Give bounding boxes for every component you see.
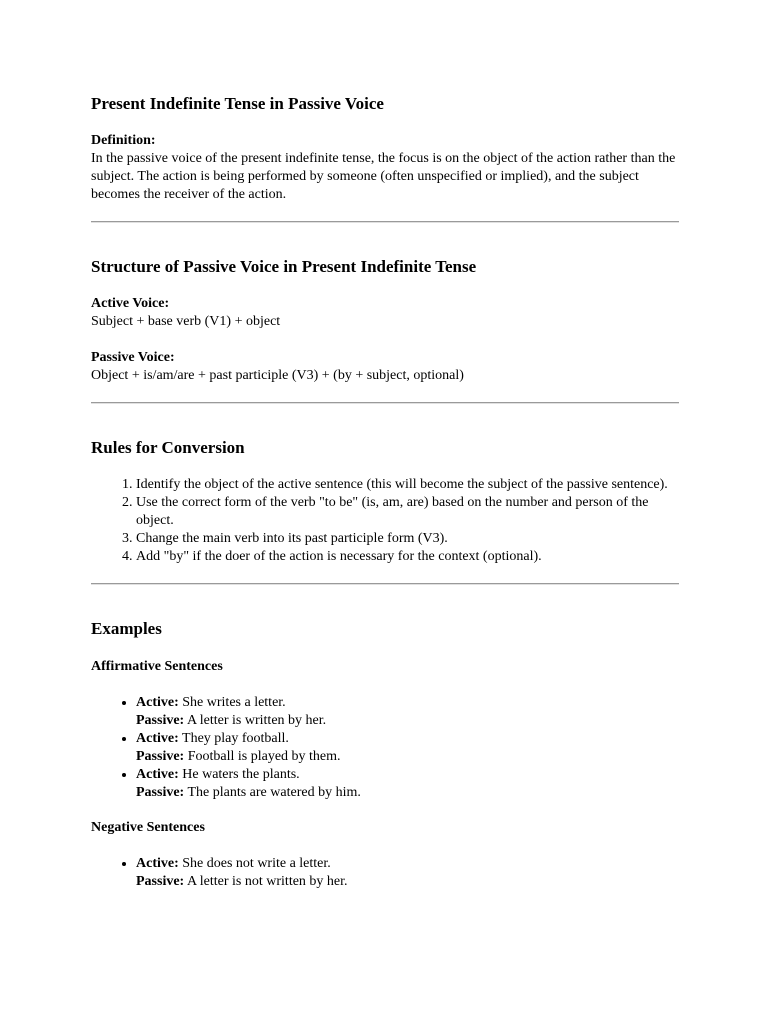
active-label: Active: [136,856,179,871]
active-sentence: He waters the plants. [178,767,300,782]
affirmative-list [91,694,679,802]
definition-text: In the passive voice of the present indefinite tense, the focus is on the object of the action rather than the subject. The action is being performed by someone (often unspecified or implied), and the subject becomes the receiver of the action. [91,151,676,202]
active-voice-label: Active Voice: [91,296,170,311]
document-content [91,94,679,891]
passive-label: Passive: [136,713,185,728]
affirmative-heading: Affirmative Sentences [91,659,223,674]
active-sentence: She does not write a letter. [178,856,331,871]
divider [91,583,679,585]
active-voice-block [91,295,679,331]
list-item: 1. Identify the object of the active sentence (this will become the subject of the passive sentence). [136,476,679,494]
active-label: Active: [136,695,179,710]
list-item [136,730,679,766]
passive-sentence: A letter is not written by her. [184,874,348,889]
passive-sentence: Football is played by them. [184,749,341,764]
active-label: Active: [136,767,179,782]
examples-heading: Examples [91,619,162,638]
definition-section [91,132,679,204]
page-title: Present Indefinite Tense in Passive Voice [91,94,384,113]
active-sentence: She writes a letter. [178,695,286,710]
structure-heading: Structure of Passive Voice in Present Indefinite Tense [91,257,477,276]
active-sentence: They play football. [178,731,289,746]
passive-sentence: A letter is written by her. [184,713,327,728]
passive-sentence: The plants are watered by him. [184,785,361,800]
passive-label: Passive: [136,874,185,889]
list-item [136,855,679,891]
passive-voice-formula: Object + is/am/are + past participle (V3) + (by + subject, optional) [91,368,464,383]
passive-voice-block [91,349,679,385]
negative-list [91,855,679,891]
active-label: Active: [136,731,179,746]
rules-list [91,476,679,566]
list-item [136,694,679,730]
definition-label: Definition: [91,133,156,148]
passive-label: Passive: [136,749,185,764]
active-voice-formula: Subject + base verb (V1) + object [91,314,281,329]
list-item: 4. Add "by" if the doer of the action is necessary for the context (optional). [136,548,679,566]
rules-heading: Rules for Conversion [91,438,245,457]
list-item: 2. Use the correct form of the verb "to be" (is, am, are) based on the number and person of the object. [136,494,679,530]
divider [91,402,679,404]
list-item: 3. Change the main verb into its past participle form (V3). [136,530,679,548]
divider [91,221,679,223]
passive-voice-label: Passive Voice: [91,350,175,365]
negative-heading: Negative Sentences [91,820,205,835]
passive-label: Passive: [136,785,185,800]
list-item [136,766,679,802]
